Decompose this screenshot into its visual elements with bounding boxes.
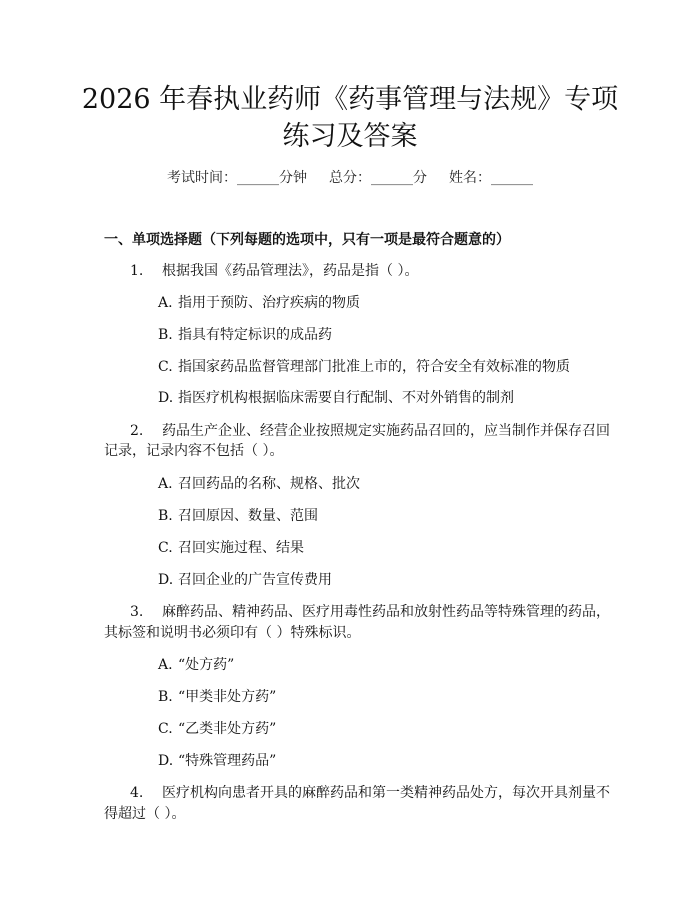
question-1-option-d: D. 指医疗机构根据临床需要自行配制、不对外销售的制剂 <box>158 390 514 406</box>
question-4-line2: 得超过（ ）。 <box>104 806 186 822</box>
question-1-option-c: C. 指国家药品监督管理部门批准上市的，符合安全有效标准的物质 <box>158 359 570 375</box>
question-3-option-c: C. “乙类非处方药” <box>158 721 277 737</box>
question-3-line2: 其标签和说明书必须印有（ ）特殊标识。 <box>104 625 361 641</box>
question-1-option-a: A. 指用于预防、治疗疾病的物质 <box>158 295 360 311</box>
question-3-option-d: D. “特殊管理药品” <box>158 753 277 769</box>
question-1-line1: 1. 根据我国《药品管理法》，药品是指（ ）。 <box>130 263 419 279</box>
section-heading: 一、单项选择题（下列每题的选项中，只有一项是最符合题意的） <box>104 232 510 248</box>
question-2-option-d: D. 召回企业的广告宣传费用 <box>158 572 332 588</box>
question-3-option-b: B. “甲类非处方药” <box>158 689 277 705</box>
total-score: 总分：______分 <box>329 170 427 186</box>
question-4-line1: 4. 医疗机构向患者开具的麻醉药品和第一类精神药品处方，每次开具剂量不 <box>130 785 610 801</box>
page-title-line2: 练习及答案 <box>282 121 418 152</box>
question-2-option-b: B. 召回原因、数量、范围 <box>158 508 318 524</box>
exam-time: 考试时间：______分钟 <box>167 170 307 186</box>
question-1-option-b: B. 指具有特定标识的成品药 <box>158 327 332 343</box>
question-2-line1: 2. 药品生产企业、经营企业按照规定实施药品召回的，应当制作并保存召回 <box>130 423 610 439</box>
question-3-line1: 3. 麻醉药品、精神药品、医疗用毒性药品和放射性药品等特殊管理的药品， <box>130 604 610 620</box>
page-title-line1: 2026 年春执业药师《药事管理与法规》专项 <box>81 84 619 115</box>
question-2-option-a: A. 召回药品的名称、规格、批次 <box>158 476 360 492</box>
question-3-option-a: A. “处方药” <box>158 657 235 673</box>
student-name: 姓名：______ <box>449 170 533 186</box>
question-2-option-c: C. 召回实施过程、结果 <box>158 540 304 556</box>
question-2-line2: 记录，记录内容不包括（ ）。 <box>104 443 284 459</box>
exam-meta <box>0 167 700 187</box>
